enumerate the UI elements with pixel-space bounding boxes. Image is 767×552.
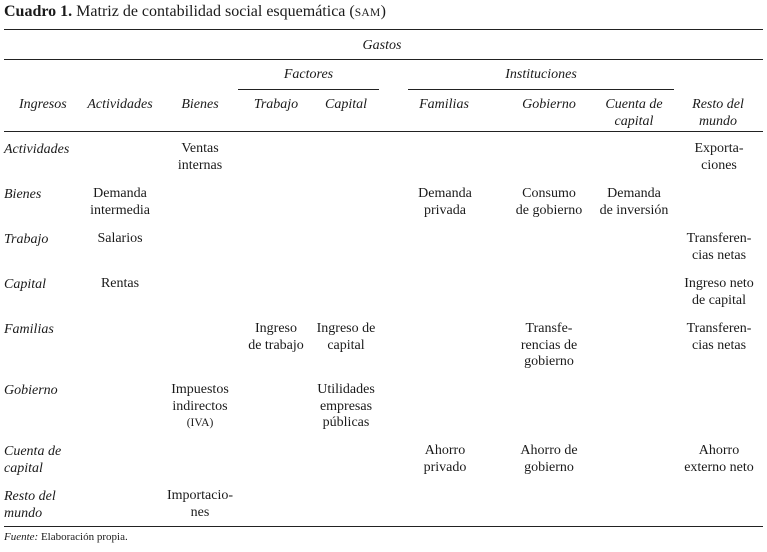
row-label-gobierno: [4, 382, 80, 399]
cell-bienes-familias: [402, 186, 488, 219]
cell-line: Bienes: [4, 187, 42, 202]
cell-line: empresas: [319, 398, 373, 414]
table-bottom-rule: [4, 526, 763, 527]
cell-line: Transfe-: [525, 321, 573, 336]
cell-cuenta-familias: [402, 443, 488, 476]
cell-line: Ventas: [181, 141, 219, 156]
cell-line: gobierno: [524, 459, 574, 475]
cell-line: capital: [327, 337, 365, 353]
cell-line: Ahorro: [424, 443, 466, 458]
row-label-cuenta: [4, 443, 80, 477]
cell-line: de inversión: [599, 202, 669, 218]
cell-line: privado: [423, 459, 467, 475]
cell-line: privada: [424, 202, 466, 218]
cell-line: Rentas: [100, 276, 140, 291]
cell-bienes-gobierno: [506, 186, 592, 219]
table-title: [4, 3, 386, 21]
cell-familias-trabajo: [240, 321, 312, 354]
header-instituciones: Instituciones: [505, 67, 577, 82]
cell-line: Actividades: [4, 142, 70, 157]
source-text: Elaboración propia.: [38, 531, 128, 543]
cell-line: cias netas: [691, 247, 747, 263]
factores-rule: [238, 89, 379, 90]
cell-line: indirectos: [172, 398, 228, 414]
header-cuenta-de-capital: Cuenta de capital: [605, 97, 663, 129]
cell-bienes-actividades: [78, 186, 162, 219]
cell-line: Importacio-: [166, 488, 234, 503]
row-label-actividades: [4, 141, 80, 158]
cell-line: gobierno: [524, 354, 574, 369]
row-label-capital: [4, 276, 80, 293]
header-factores: Factores: [283, 67, 334, 82]
cell-bienes-cuenta: [592, 186, 676, 219]
cell-line: Ahorro: [698, 443, 740, 458]
header-bottom-rule: [4, 131, 763, 132]
cell-familias-gobierno: [506, 321, 592, 371]
table-number: Cuadro 1.: [4, 3, 73, 20]
cell-capital-actividades: [78, 276, 162, 293]
table-title-text: Matriz de contabilidad social esquemática (: [76, 3, 355, 20]
cell-actividades-resto: [676, 141, 762, 174]
cell-line: nes: [190, 504, 210, 520]
cell-trabajo-actividades: [78, 231, 162, 248]
cell-line: de gobierno: [515, 202, 583, 218]
cell-line: internas: [177, 157, 223, 173]
cell-gobierno-bienes: [160, 382, 240, 432]
cell-line: Transferen-: [686, 231, 752, 246]
cell-line: Impuestos: [171, 382, 229, 397]
cell-cuenta-resto: [676, 443, 762, 476]
cell-line: cias netas: [691, 337, 747, 353]
cell-line: Resto del: [4, 489, 56, 504]
cell-line: Ingreso de: [316, 321, 376, 336]
cell-resto-bienes: [160, 488, 240, 521]
cell-cuenta-gobierno: [506, 443, 592, 476]
cell-line: públicas: [322, 415, 370, 430]
header-familias: Familias: [419, 97, 469, 112]
row-label-familias: [4, 321, 80, 338]
header-gastos: Gastos: [362, 38, 402, 53]
cell-line: capital: [4, 461, 43, 476]
cell-line: Exporta-: [694, 141, 744, 156]
cell-line: Demanda: [93, 186, 147, 201]
header-actividades: Actividades: [87, 97, 153, 112]
table-title-close: ): [380, 3, 386, 20]
table-title-acronym: SAM: [354, 7, 381, 19]
cell-line: Demanda: [607, 186, 661, 201]
gastos-rule: [4, 59, 763, 60]
cell-line: Familias: [4, 322, 54, 337]
header-resto-del-mundo: Resto del mundo: [692, 97, 744, 129]
cell-line: Salarios: [97, 231, 143, 246]
cell-line: Ahorro de: [520, 443, 578, 458]
header-bienes: Bienes: [181, 97, 219, 112]
cell-actividades-bienes: [160, 141, 240, 174]
top-rule: [4, 29, 763, 30]
source-note: [4, 531, 128, 543]
cell-familias-capital: [310, 321, 382, 354]
cell-line: Ingreso neto: [684, 276, 754, 291]
row-label-bienes: [4, 186, 80, 203]
cell-line: Cuenta de: [4, 444, 62, 459]
row-label-trabajo: [4, 231, 80, 248]
cell-line: Utilidades: [317, 382, 375, 397]
instituciones-rule: [408, 89, 674, 90]
header-capital: Capital: [324, 97, 367, 112]
cell-line: Gobierno: [4, 383, 58, 398]
cell-trabajo-resto: [676, 231, 762, 264]
cell-line: externo neto: [684, 459, 754, 475]
source-label: Fuente:: [4, 531, 39, 543]
header-trabajo: Trabajo: [253, 97, 299, 112]
cell-line: rencias de: [520, 337, 578, 353]
cell-line: Capital: [4, 277, 47, 292]
cell-line: ciones: [701, 157, 737, 173]
header-gobierno: Gobierno: [522, 97, 576, 112]
row-label-resto: [4, 488, 80, 522]
cell-line: Trabajo: [4, 232, 49, 247]
cell-line: Transferen-: [686, 321, 752, 336]
cell-line: Ingreso: [255, 321, 297, 336]
cell-line: mundo: [4, 506, 43, 521]
cell-line: de trabajo: [248, 337, 304, 353]
cell-gobierno-capital: [310, 382, 382, 432]
cell-line: intermedia: [90, 202, 150, 218]
cell-line: Consumo: [522, 186, 576, 201]
cell-capital-resto: [676, 276, 762, 309]
header-ingresos: Ingresos: [19, 97, 67, 112]
cell-line: de capital: [691, 292, 747, 308]
cell-line: (IVA): [186, 417, 214, 429]
cell-line: Demanda: [418, 186, 472, 201]
cell-familias-resto: [676, 321, 762, 354]
